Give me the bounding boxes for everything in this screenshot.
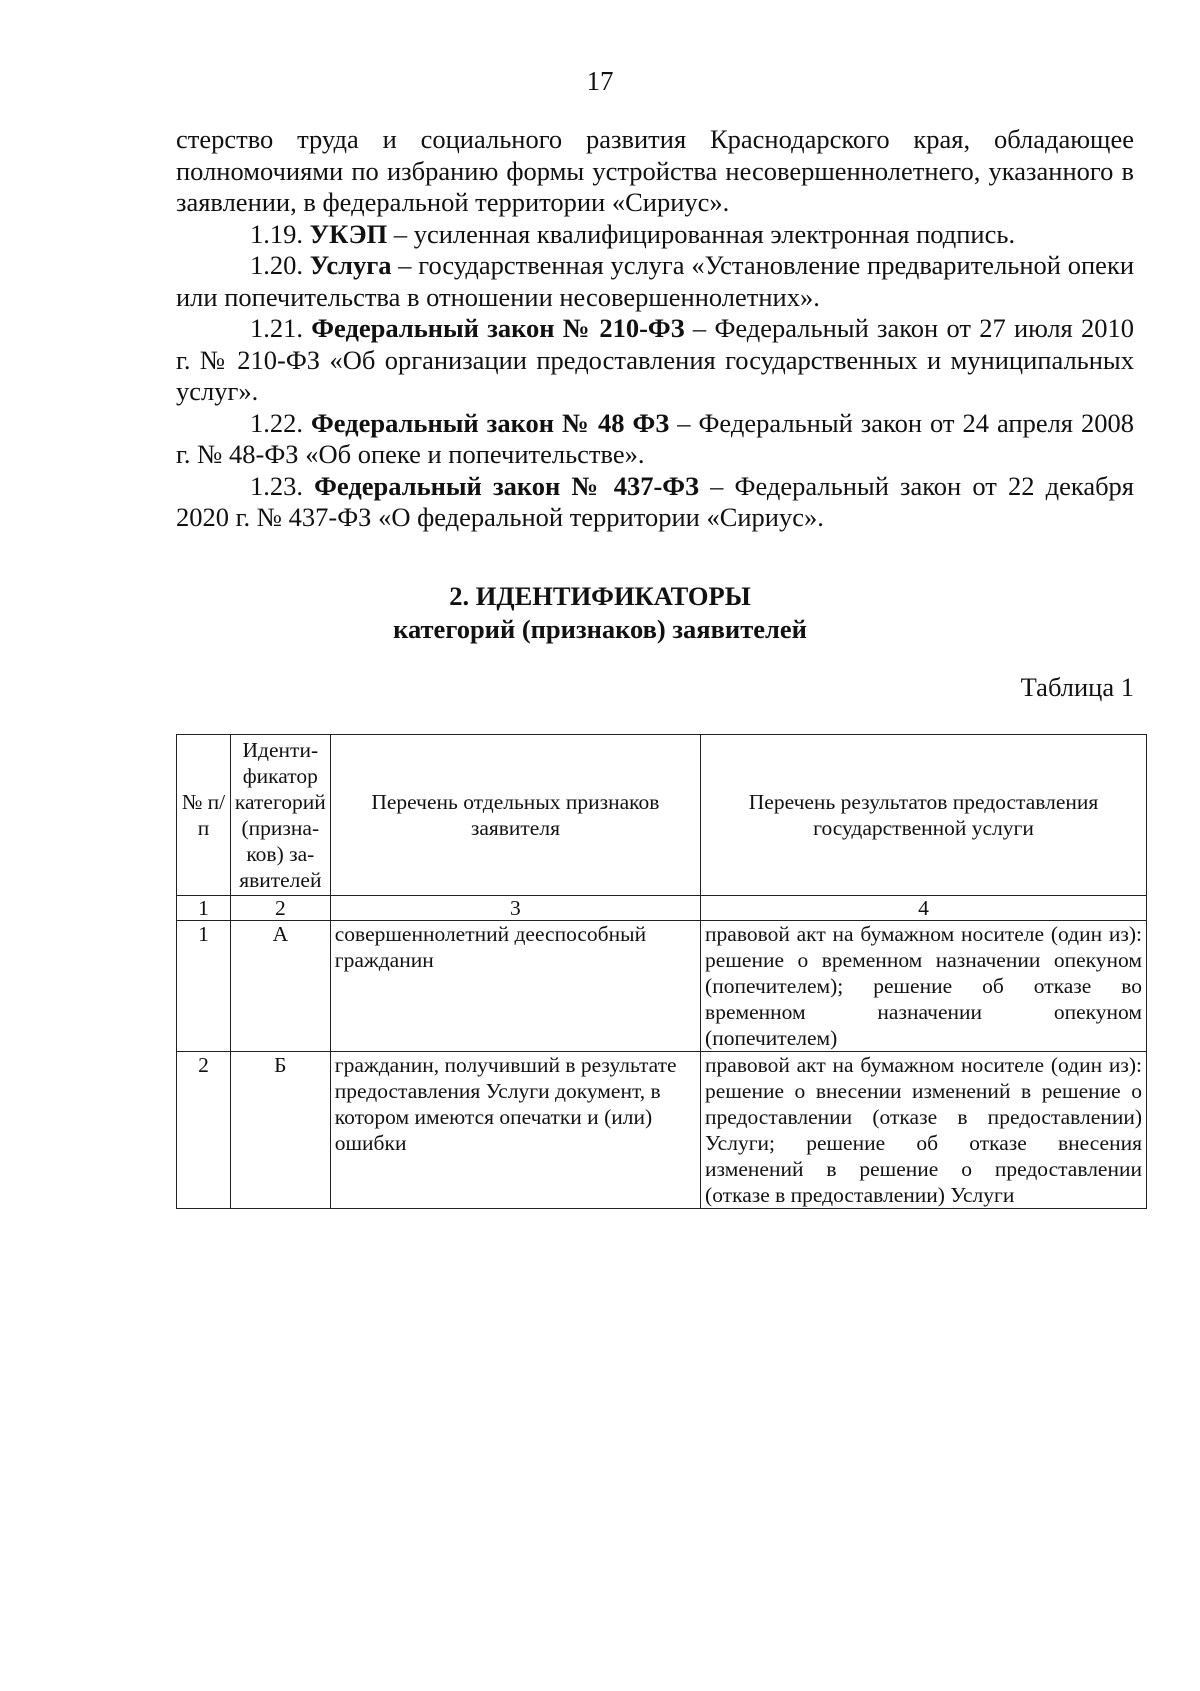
header-identifier: Иденти-фикатор категорий (призна-ков) за-явителей xyxy=(230,735,330,896)
paragraph-1-23 xyxy=(176,471,1134,534)
row-signs: совершеннолетний дееспособный гражданин xyxy=(330,921,700,1052)
paragraph-text: – Федеральный закон от 22 декабря 2020 г. № 437-ФЗ «О федеральной территории «Сириус». xyxy=(176,470,1134,532)
section-title-line2: категорий (признаков) заявителей xyxy=(393,614,807,644)
paragraph-number: 1.22. xyxy=(250,407,303,438)
paragraph-number: 1.23. xyxy=(250,470,303,501)
header-signs: Перечень отдельных признаков заявителя xyxy=(330,735,700,896)
paragraph-continuation xyxy=(176,124,1134,219)
section-title-line1: 2. ИДЕНТИФИКАТОРЫ xyxy=(449,581,751,611)
paragraph-text: – Федеральный закон от 24 апреля 2008 г. № 48-ФЗ «Об опеке и попечительстве». xyxy=(176,407,1134,469)
section-title xyxy=(0,580,1200,646)
column-number: 4 xyxy=(701,896,1147,921)
column-number: 3 xyxy=(330,896,700,921)
paragraph-number: 1.19. xyxy=(250,218,303,249)
paragraph-text: стерство труда и социального развития Краснодарского края, обладающее полномочиями по избранию формы устройства несовершеннолетнего, указанного в заявлении, в федеральной территории «Сириус». xyxy=(176,124,1134,217)
row-identifier: А xyxy=(230,921,330,1052)
row-number: 2 xyxy=(177,1052,231,1209)
paragraph-1-21 xyxy=(176,313,1134,408)
column-number-row xyxy=(177,896,1147,921)
header-results: Перечень результатов предоставления государственной услуги xyxy=(701,735,1147,896)
term: Федеральный закон № 210-ФЗ xyxy=(311,313,685,343)
page-number: 17 xyxy=(586,66,614,96)
header-number: № п/п xyxy=(177,735,231,896)
table-caption: Таблица 1 xyxy=(1020,672,1134,702)
row-results: правовой акт на бумажном носителе (один из): решение о временном назначении опекуном (попечителем); решение об отказе во временном назначении опекуном (попечителем) xyxy=(701,921,1147,1052)
row-results: правовой акт на бумажном носителе (один из): решение о внесении изменений в решение о предоставлении (отказе в предоставлении) Услуги; решение об отказе внесения изменений в решение о предоставлении (отказе в предоставлении) Услуги xyxy=(701,1052,1147,1209)
column-number: 1 xyxy=(177,896,231,921)
paragraph-number: 1.20. xyxy=(250,250,303,280)
term: Федеральный закон № 48 ФЗ xyxy=(311,407,670,438)
row-identifier: Б xyxy=(230,1052,330,1209)
paragraph-1-20 xyxy=(176,250,1134,313)
table-row xyxy=(177,1052,1147,1209)
term: УКЭП xyxy=(309,218,388,249)
table-row xyxy=(177,921,1147,1052)
column-number: 2 xyxy=(230,896,330,921)
term: Федеральный закон № 437-ФЗ xyxy=(314,470,700,501)
row-number: 1 xyxy=(177,921,231,1052)
body-text xyxy=(176,124,1134,534)
paragraph-number: 1.21. xyxy=(250,313,303,343)
term: Услуга xyxy=(309,250,392,280)
paragraph-1-22 xyxy=(176,408,1134,471)
row-signs: гражданин, получивший в результате предоставления Услуги документ, в котором имеются опечатки и (или) ошибки xyxy=(330,1052,700,1209)
paragraph-1-19 xyxy=(176,219,1134,251)
paragraph-text: – государственная услуга «Установление предварительной опеки или попечительства в отношении несовершеннолетних». xyxy=(176,250,1134,312)
identifiers-table xyxy=(176,734,1147,1209)
paragraph-text: – Федеральный закон от 27 июля 2010 г. № 210-ФЗ «Об организации предоставления государственных и муниципальных услуг». xyxy=(176,313,1134,406)
table-header-row xyxy=(177,735,1147,896)
paragraph-text: – усиленная квалифицированная электронная подпись. xyxy=(387,218,1016,249)
